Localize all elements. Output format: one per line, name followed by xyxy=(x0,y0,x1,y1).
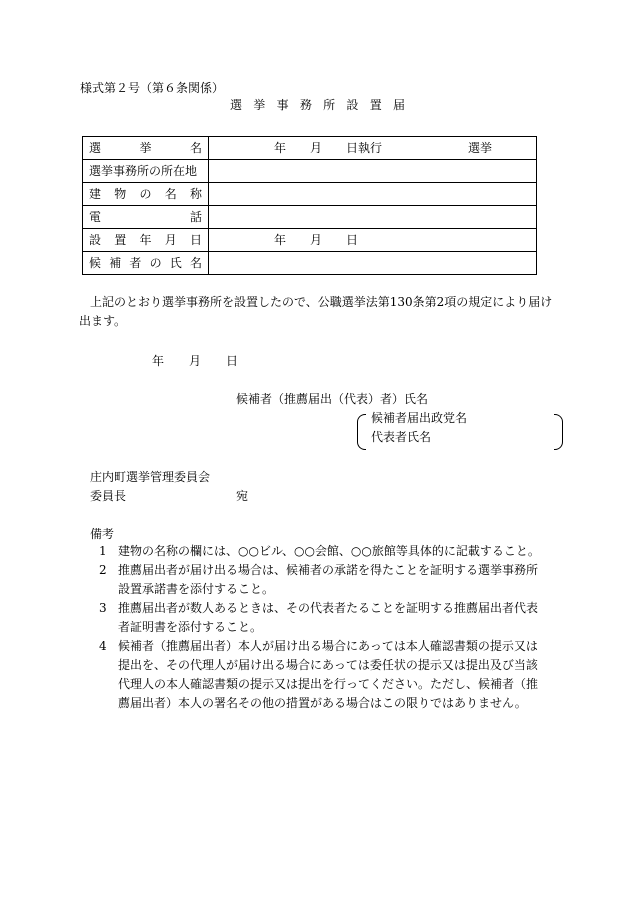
registration-table xyxy=(82,136,537,275)
election-name-field[interactable] xyxy=(209,137,537,160)
election-name-label: 選 挙 名 xyxy=(83,137,209,160)
note-number: 1 xyxy=(99,544,107,558)
date-year-unit: 年 xyxy=(152,354,165,368)
year-unit: 年 xyxy=(274,232,287,247)
note-text: 設置承諾書を添付すること。 xyxy=(118,582,275,596)
note-text: 薦届出者）本人の署名その他の措置がある場合はこの限りではありません。 xyxy=(118,696,527,710)
day-unit: 日 xyxy=(346,232,359,247)
form-number: 様式第２号（第６条関係） xyxy=(80,81,225,95)
table-row xyxy=(83,183,537,206)
month-unit: 月 xyxy=(310,232,323,247)
candidate-name-field[interactable] xyxy=(209,252,537,275)
note-text: 建物の名称の欄には、○○ビル、○○会館、○○旅館等具体的に記載すること。 xyxy=(118,544,540,558)
note-number: 2 xyxy=(99,563,107,577)
note-text: 推薦届出者が数人あるときは、その代表者たることを証明する推薦届出者代表 xyxy=(118,601,539,615)
day-held-unit: 日執行 xyxy=(346,140,383,155)
table-row xyxy=(83,229,537,252)
phone-field[interactable] xyxy=(209,206,537,229)
office-location-label: 選挙事務所の所在地 xyxy=(83,160,209,183)
title-char: 務 xyxy=(299,98,312,112)
month-unit: 月 xyxy=(310,140,323,155)
building-name-label: 建 物 の 名 称 xyxy=(83,183,209,206)
year-unit: 年 xyxy=(274,140,287,155)
bracket-left xyxy=(357,414,366,450)
note-text: 候補者（推薦届出者）本人が届け出る場合にあっては本人確認書類の提示又は xyxy=(118,639,538,653)
election-unit: 選挙 xyxy=(468,140,493,155)
note-text: 推薦届出者が届け出る場合は、候補者の承諾を得たことを証明する選挙事務所 xyxy=(118,563,539,577)
party-name-label: 候補者届出政党名 xyxy=(371,411,468,425)
candidate-name-label: 候 補 者 の 氏 名 xyxy=(83,252,209,275)
title-char: 設 xyxy=(346,98,359,112)
table-row xyxy=(83,206,537,229)
setup-date-field[interactable] xyxy=(209,229,537,252)
bracket-right xyxy=(554,414,563,450)
note-number: 4 xyxy=(99,639,107,653)
representative-name-label: 代表者氏名 xyxy=(371,430,432,444)
building-name-field[interactable] xyxy=(209,183,537,206)
chairman-label: 委員長 xyxy=(90,489,127,503)
notes-heading: 備考 xyxy=(90,527,115,541)
title-char: 挙 xyxy=(253,98,266,112)
note-text: 者証明書を添付すること。 xyxy=(118,620,263,634)
note-text: 代理人の本人確認書類の提示又は提出を行ってください。ただし、候補者（推 xyxy=(118,677,539,691)
title-char: 置 xyxy=(369,98,382,112)
document-title xyxy=(230,98,405,112)
table-row xyxy=(83,252,537,275)
setup-date-label: 設 置 年 月 日 xyxy=(83,229,209,252)
table-row xyxy=(83,137,537,160)
phone-label: 電 話 xyxy=(83,206,209,229)
title-char: 所 xyxy=(323,98,336,112)
body-text-line2: 出ます。 xyxy=(79,314,127,328)
table-row xyxy=(83,160,537,183)
title-char: 選 xyxy=(230,98,243,112)
candidate-signature-label: 候補者（推薦届出（代表）者）氏名 xyxy=(236,392,429,406)
office-location-field[interactable] xyxy=(209,160,537,183)
title-char: 届 xyxy=(392,98,405,112)
committee-name: 庄内町選挙管理委員会 xyxy=(90,470,211,484)
note-text: 提出を、その代理人が届け出る場合にあっては委任状の提示又は提出及び当該 xyxy=(118,658,538,672)
honorific-ate: 宛 xyxy=(236,489,249,503)
body-text-line1: 上記のとおり選挙事務所を設置したので、公職選挙法第130条第2項の規定により届け xyxy=(90,295,553,309)
date-day-unit: 日 xyxy=(226,354,239,368)
date-month-unit: 月 xyxy=(189,354,202,368)
title-char: 事 xyxy=(276,98,289,112)
note-number: 3 xyxy=(99,601,107,615)
